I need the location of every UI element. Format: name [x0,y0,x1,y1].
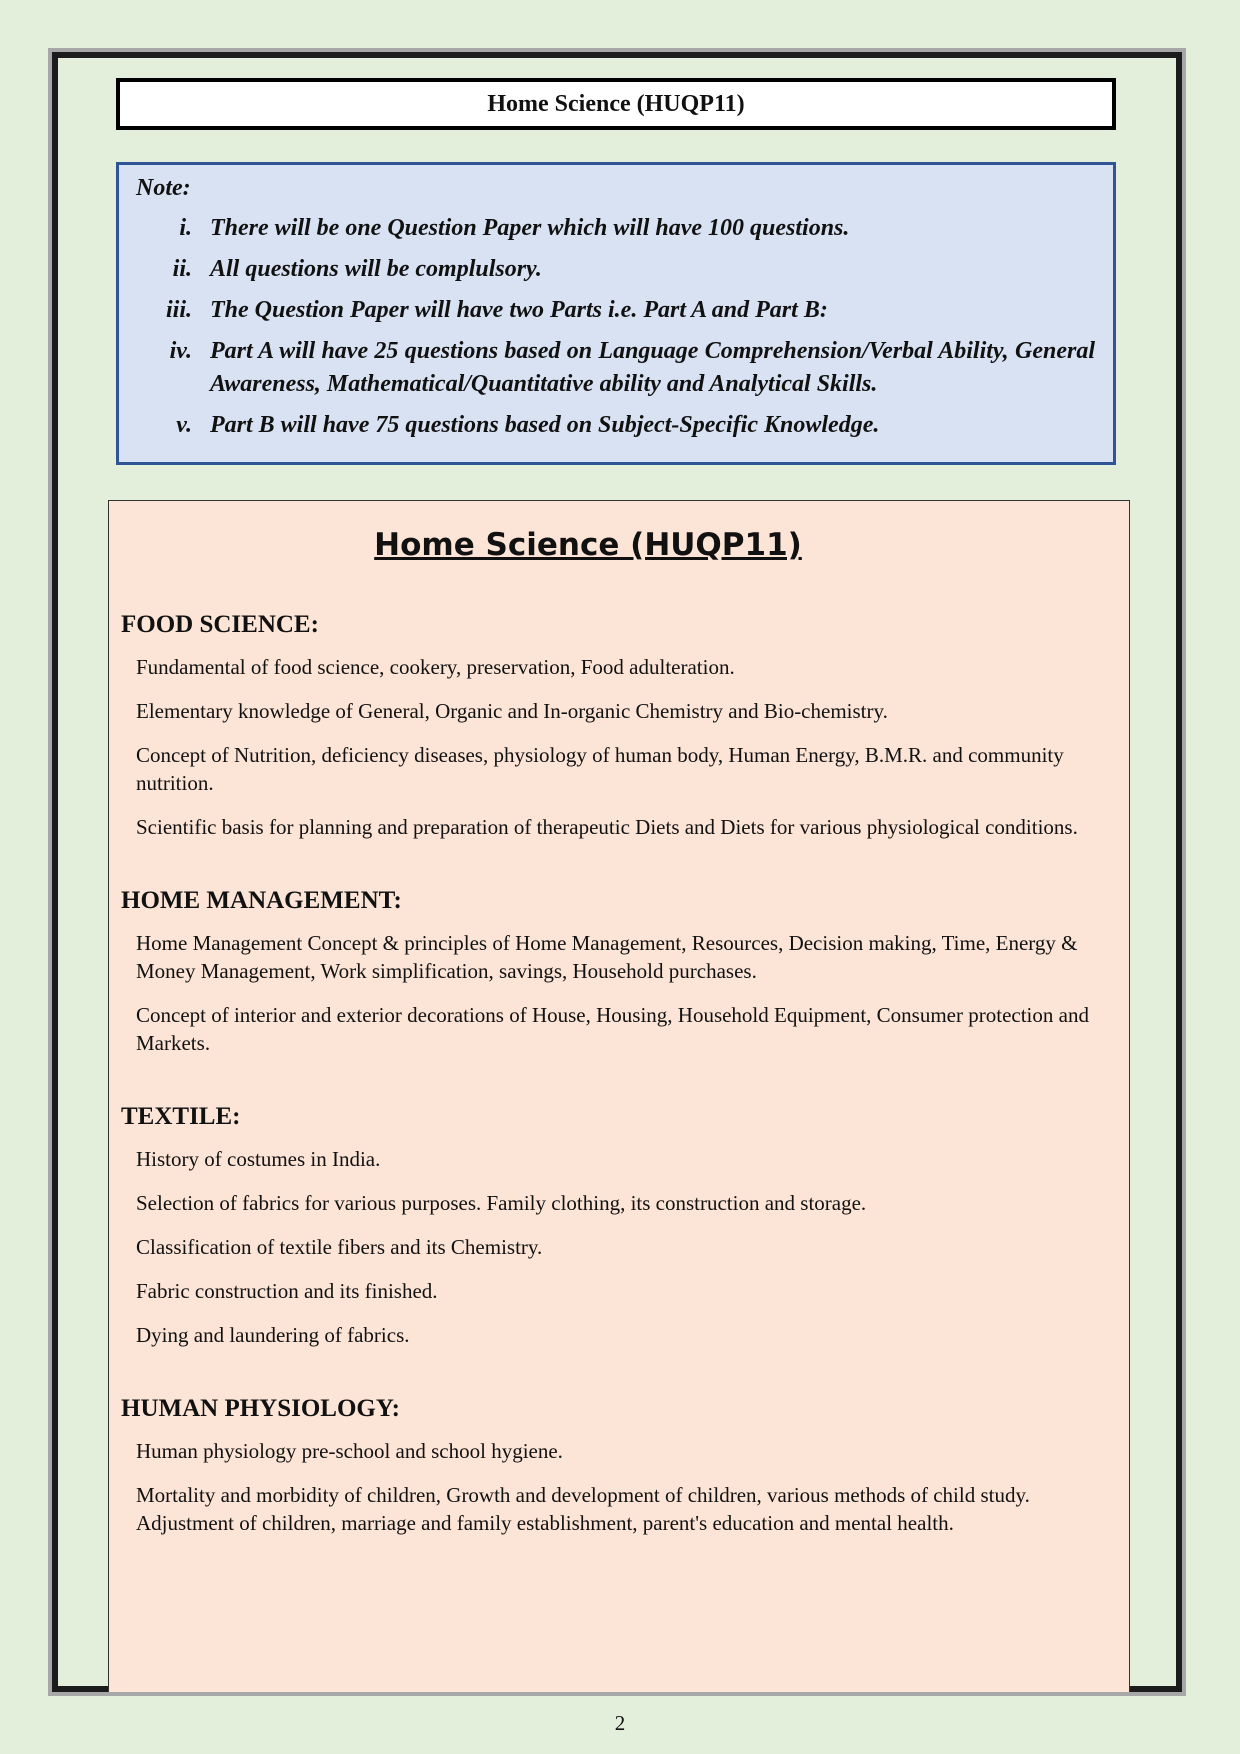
note-number: iv. [169,338,192,364]
note-number: iii. [165,297,192,323]
topic-item: Selection of fabrics for various purposes. Family clothing, its construction and storage. [136,1191,867,1215]
topic-item: Fundamental of food science, cookery, preservation, Food adulteration. [136,655,735,679]
note-item-2 [136,253,1095,286]
note-text: Part A will have 25 questions based on Language Comprehension/Verbal Ability, General Awareness, Mathematical/Quantitative ability and Analytical Skills. [210,338,1095,397]
section-title-suffix: : [232,1103,241,1130]
note-text: The Question Paper will have two Parts i.e. Part A and Part B: [210,297,828,323]
section-home-management [121,887,1117,1057]
note-text: Part B will have 75 questions based on Subject-Specific Knowledge. [210,412,880,438]
syllabus-box [108,500,1130,1692]
topic-item: Adjustment of children, marriage and family establishment, parent's education and mental health. [136,1511,954,1535]
topic-item: Fabric construction and its finished. [136,1279,438,1303]
topic-item: History of costumes in India. [136,1147,381,1171]
note-item-5 [136,409,1095,442]
section-heading [121,1395,1117,1423]
section-textile [121,1103,1117,1349]
topic-item: Mortality and morbidity of children, Growth and development of children, various methods of child study. [136,1483,1030,1507]
page-number: 2 [614,1711,626,1735]
topic-item: Dying and laundering of fabrics. [136,1323,410,1347]
note-text: There will be one Question Paper which will have 100 questions. [210,215,850,241]
section-title: FOOD SCIENCE: [121,611,319,638]
topic-item: Concept of Nutrition, deficiency diseases, physiology of human body, Human Energy, B.M.R. and community nutrition. [136,743,1064,795]
topic-item: Scientific basis for planning and preparation of therapeutic Diets and Diets for various physiological conditions. [136,815,1078,839]
topic-item: Elementary knowledge of General, Organic and In-organic Chemistry and Bio-chemistry. [136,699,888,723]
document-title: Home Science (HUQP11) [487,90,745,117]
section-food-science [121,611,1117,841]
section-heading [121,1103,1117,1131]
note-item-4 [136,335,1095,401]
section-title: HUMAN PHYSIOLOGY [121,1395,392,1422]
note-item-1 [136,212,1095,245]
section-title: TEXTILE [121,1103,233,1130]
section-human-physiology [121,1395,1117,1537]
note-list [136,212,1095,442]
syllabus-heading: Home Science (HUQP11) [374,527,802,563]
document-title-box [116,78,1116,130]
topic-item: Concept of interior and exterior decorations of House, Housing, Household Equipment, Consumer protection and Markets. [136,1003,1089,1055]
note-number: i. [179,215,192,241]
note-number: ii. [172,256,192,282]
topic-item: Home Management Concept & principles of Home Management, Resources, Decision making, Time, Energy & Money Management, Work simplification, savings, Household purchases. [136,931,1078,983]
note-item-3 [136,294,1095,327]
note-label: Note: [136,175,191,201]
section-heading [121,611,1117,639]
topic-item: Classification of textile fibers and its Chemistry. [136,1235,543,1259]
section-title-suffix: : [393,887,402,914]
note-box [116,162,1116,465]
note-number: v. [176,412,192,438]
section-heading [121,887,1117,915]
topic-item: Human physiology pre-school and school hygiene. [136,1439,563,1463]
section-title-suffix: : [391,1395,400,1422]
section-title: HOME MANAGEMENT [121,887,394,914]
note-text: All questions will be complulsory. [210,256,542,282]
